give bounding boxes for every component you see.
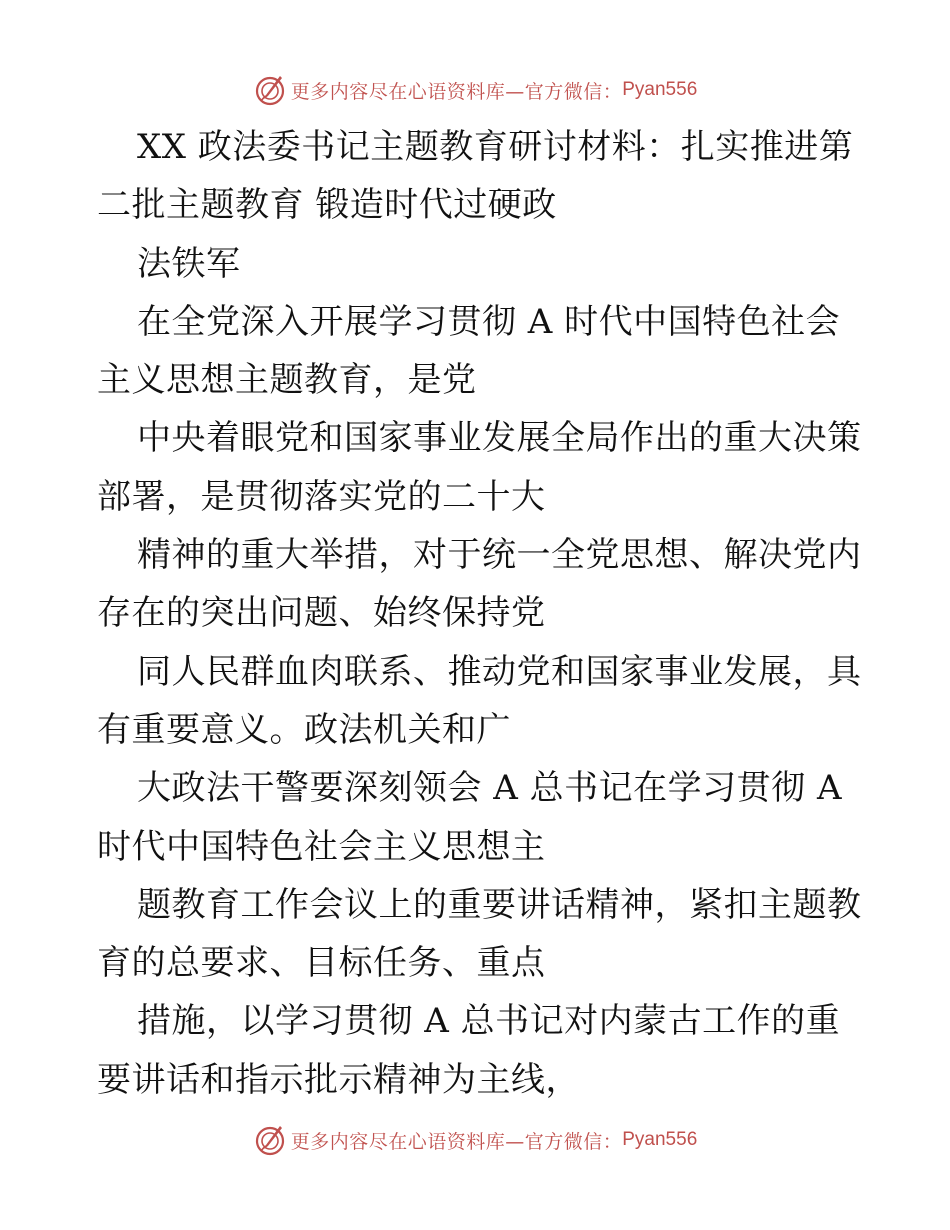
- quill-logo-icon: [253, 1123, 287, 1157]
- banner-wechat-handle: Pyan556: [622, 1129, 698, 1150]
- document-body: [97, 118, 862, 1109]
- text-line: 大政法干警要深刻领会 A 总书记在学习贯彻 A: [137, 768, 843, 809]
- text-line: XX 政法委书记主题教育研讨材料：扎实推进第: [137, 127, 854, 167]
- text-line: 二批主题教育 锻造时代过硬政: [97, 185, 557, 226]
- text-line: 部署，是贯彻落实党的二十大: [97, 476, 546, 517]
- text-line: 题教育工作会议上的重要讲话精神，紧扣主题教: [137, 884, 862, 925]
- text-line: 主义思想主题教育，是党: [97, 360, 477, 401]
- banner-text: 更多内容尽在心语资料库—官方微信：: [290, 80, 623, 103]
- text-line: 要讲话和指示批示精神为主线，: [97, 1059, 580, 1100]
- text-line: 法铁军: [137, 243, 241, 284]
- quill-logo-icon: [253, 73, 287, 107]
- text-line: 育的总要求、目标任务、重点: [97, 943, 546, 984]
- text-line: 中央着眼党和国家事业发展全局作出的重大决策: [137, 418, 862, 459]
- text-line: 时代中国特色社会主义思想主: [97, 826, 546, 867]
- text-line: 措施，以学习贯彻 A 总书记对内蒙古工作的重: [137, 1001, 841, 1042]
- text-line: 精神的重大举措，对于统一全党思想、解决党内: [137, 535, 862, 576]
- text-line: 有重要意义。政法机关和广: [97, 709, 511, 750]
- banner-wechat-handle: Pyan556: [622, 79, 698, 100]
- text-line: 在全党深入开展学习贯彻 A 时代中国特色社会: [137, 301, 841, 342]
- footer-banner: [0, 1118, 950, 1162]
- text-line: 同人民群血肉联系、推动党和国家事业发展，具: [137, 651, 862, 692]
- text-line: 存在的突出问题、始终保持党: [97, 593, 546, 634]
- banner-text: 更多内容尽在心语资料库—官方微信：: [290, 1130, 623, 1153]
- header-banner: [0, 68, 950, 112]
